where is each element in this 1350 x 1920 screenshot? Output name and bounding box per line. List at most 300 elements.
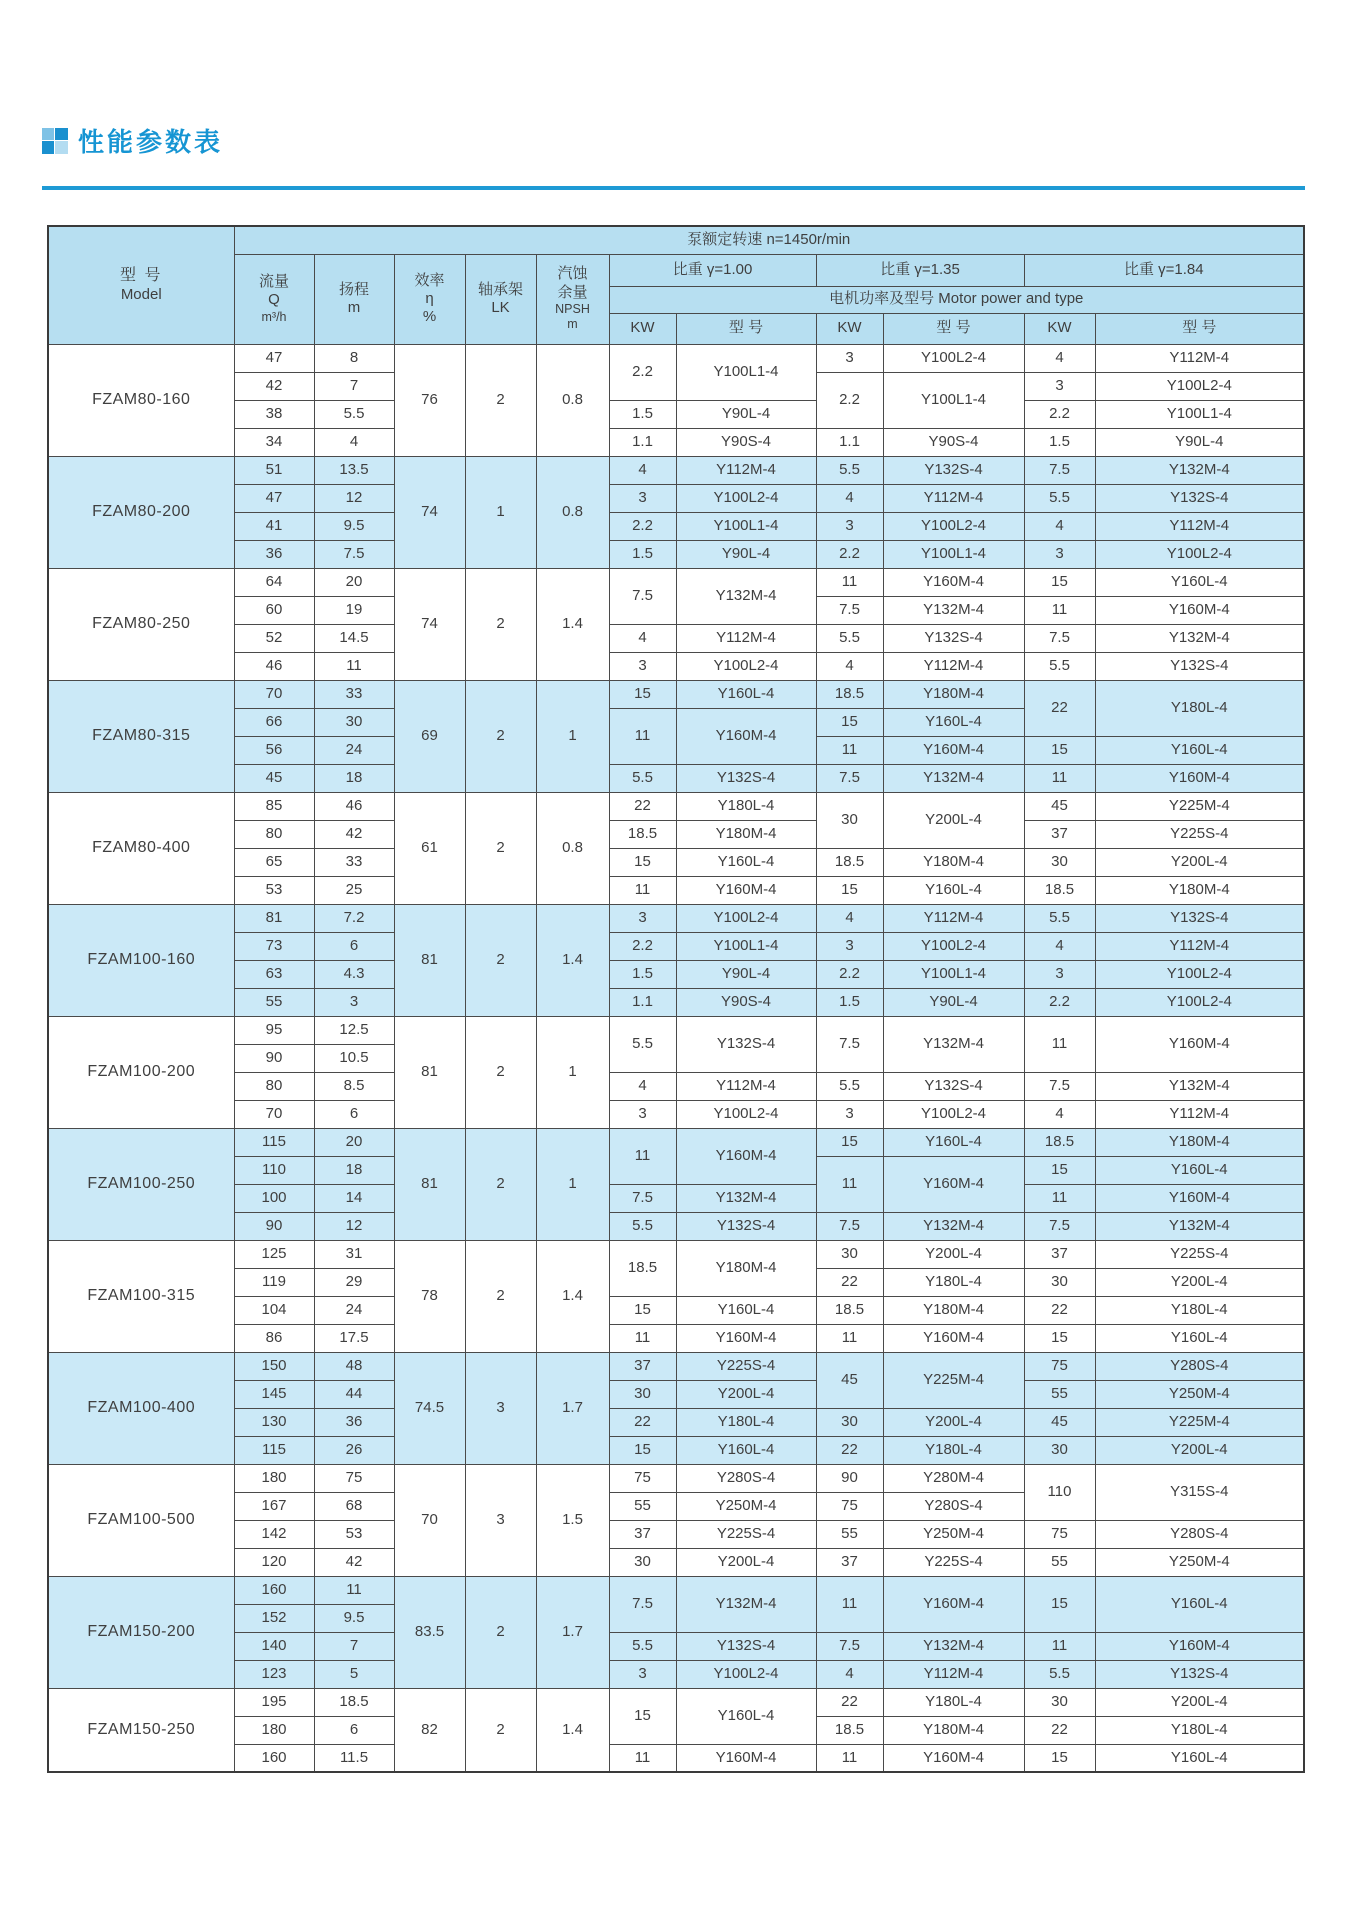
- motor-kw-cell: 1.5: [609, 540, 676, 568]
- head-cell: 11: [314, 652, 394, 680]
- motor-kw-cell: 3: [609, 652, 676, 680]
- flow-cell: 53: [234, 876, 314, 904]
- bearing-cell: 2: [465, 792, 536, 904]
- motor-kw-cell: 22: [609, 1408, 676, 1436]
- bearing-cell: 3: [465, 1464, 536, 1576]
- motor-type-cell: Y180M-4: [883, 848, 1024, 876]
- motor-kw-cell: 4: [1024, 344, 1095, 372]
- motor-type-cell: Y90L-4: [883, 988, 1024, 1016]
- motor-type-cell: Y112M-4: [883, 652, 1024, 680]
- motor-kw-cell: 3: [1024, 960, 1095, 988]
- motor-type-cell: Y160L-4: [1095, 1576, 1304, 1632]
- motor-type-cell: Y160M-4: [883, 1576, 1024, 1632]
- motor-type-cell: Y100L1-4: [883, 960, 1024, 988]
- head-cell: 48: [314, 1352, 394, 1380]
- motor-type-cell: Y200L-4: [676, 1380, 816, 1408]
- motor-type-cell: Y100L2-4: [883, 512, 1024, 540]
- motor-kw-cell: 45: [1024, 792, 1095, 820]
- motor-type-cell: Y160M-4: [1095, 1016, 1304, 1072]
- motor-kw-cell: 55: [609, 1492, 676, 1520]
- motor-kw-cell: 1.5: [1024, 428, 1095, 456]
- col-header-type-3: 型 号: [1095, 313, 1304, 344]
- motor-kw-cell: 3: [816, 932, 883, 960]
- motor-type-cell: Y200L-4: [1095, 1688, 1304, 1716]
- bearing-cell: 2: [465, 568, 536, 680]
- motor-type-cell: Y180L-4: [1095, 1716, 1304, 1744]
- motor-type-cell: Y180L-4: [883, 1268, 1024, 1296]
- col-header-kw-1: KW: [609, 313, 676, 344]
- motor-kw-cell: 3: [816, 1100, 883, 1128]
- motor-type-cell: Y160M-4: [676, 1128, 816, 1184]
- motor-type-cell: Y160M-4: [676, 708, 816, 764]
- motor-kw-cell: 5.5: [1024, 484, 1095, 512]
- flow-cell: 115: [234, 1436, 314, 1464]
- motor-kw-cell: 22: [816, 1268, 883, 1296]
- motor-type-cell: Y112M-4: [883, 1660, 1024, 1688]
- table-row: [48, 1744, 1304, 1772]
- motor-type-cell: Y180M-4: [883, 1296, 1024, 1324]
- motor-type-cell: Y132M-4: [1095, 456, 1304, 484]
- efficiency-cell: 76: [394, 344, 465, 456]
- motor-kw-cell: 11: [1024, 1632, 1095, 1660]
- head-cell: 14.5: [314, 624, 394, 652]
- motor-kw-cell: 15: [816, 708, 883, 736]
- motor-type-cell: Y90S-4: [676, 988, 816, 1016]
- motor-type-cell: Y180M-4: [883, 680, 1024, 708]
- motor-type-cell: Y100L2-4: [676, 1100, 816, 1128]
- motor-kw-cell: 75: [816, 1492, 883, 1520]
- head-cell: 7.5: [314, 540, 394, 568]
- flow-cell: 142: [234, 1520, 314, 1548]
- flow-cell: 80: [234, 1072, 314, 1100]
- flow-cell: 90: [234, 1044, 314, 1072]
- motor-kw-cell: 5.5: [816, 624, 883, 652]
- motor-kw-cell: 15: [609, 1436, 676, 1464]
- motor-type-cell: Y132S-4: [883, 624, 1024, 652]
- motor-type-cell: Y160M-4: [883, 736, 1024, 764]
- header-rated-speed: 泵额定转速 n=1450r/min: [234, 226, 1304, 254]
- efficiency-cell: 74: [394, 568, 465, 680]
- head-cell: 5.5: [314, 400, 394, 428]
- head-cell: 53: [314, 1520, 394, 1548]
- motor-kw-cell: 15: [1024, 1576, 1095, 1632]
- motor-type-cell: Y132S-4: [676, 764, 816, 792]
- head-cell: 18: [314, 764, 394, 792]
- motor-type-cell: Y200L-4: [883, 1408, 1024, 1436]
- motor-type-cell: Y132M-4: [676, 568, 816, 624]
- table-row: [48, 988, 1304, 1016]
- table-row: [48, 848, 1304, 876]
- motor-type-cell: Y112M-4: [1095, 1100, 1304, 1128]
- efficiency-cell: 74: [394, 456, 465, 568]
- motor-kw-cell: 18.5: [1024, 1128, 1095, 1156]
- motor-kw-cell: 15: [1024, 1324, 1095, 1352]
- motor-kw-cell: 3: [609, 904, 676, 932]
- head-cell: 36: [314, 1408, 394, 1436]
- motor-type-cell: Y112M-4: [1095, 512, 1304, 540]
- motor-type-cell: Y250M-4: [676, 1492, 816, 1520]
- motor-kw-cell: 3: [1024, 372, 1095, 400]
- model-cell: FZAM80-315: [48, 680, 234, 792]
- bearing-cell: 2: [465, 344, 536, 456]
- efficiency-cell: 83.5: [394, 1576, 465, 1688]
- motor-kw-cell: 4: [609, 624, 676, 652]
- motor-type-cell: Y225S-4: [1095, 820, 1304, 848]
- col-header-npsh: 汽蚀 余量 NPSH m: [536, 254, 609, 344]
- col-header-type-2: 型 号: [883, 313, 1024, 344]
- head-cell: 20: [314, 1128, 394, 1156]
- head-cell: 26: [314, 1436, 394, 1464]
- motor-type-cell: Y225M-4: [1095, 1408, 1304, 1436]
- flow-cell: 90: [234, 1212, 314, 1240]
- motor-type-cell: Y90S-4: [883, 428, 1024, 456]
- table-row: [48, 512, 1304, 540]
- npsh-cell: 1.4: [536, 568, 609, 680]
- model-cell: FZAM150-250: [48, 1688, 234, 1772]
- flow-cell: 115: [234, 1128, 314, 1156]
- motor-type-cell: Y180M-4: [676, 1240, 816, 1296]
- motor-kw-cell: 18.5: [816, 1296, 883, 1324]
- motor-type-cell: Y100L2-4: [676, 904, 816, 932]
- motor-kw-cell: 37: [609, 1352, 676, 1380]
- table-row: [48, 932, 1304, 960]
- motor-type-cell: Y100L2-4: [883, 344, 1024, 372]
- motor-kw-cell: 15: [1024, 568, 1095, 596]
- flow-cell: 152: [234, 1604, 314, 1632]
- motor-type-cell: Y200L-4: [883, 792, 1024, 848]
- motor-kw-cell: 75: [1024, 1520, 1095, 1548]
- motor-type-cell: Y280S-4: [883, 1492, 1024, 1520]
- table-row: [48, 1660, 1304, 1688]
- motor-type-cell: Y132S-4: [1095, 652, 1304, 680]
- motor-kw-cell: 7.5: [1024, 456, 1095, 484]
- motor-kw-cell: 3: [609, 1660, 676, 1688]
- head-cell: 44: [314, 1380, 394, 1408]
- head-cell: 4: [314, 428, 394, 456]
- head-cell: 12: [314, 484, 394, 512]
- motor-type-cell: Y160L-4: [676, 848, 816, 876]
- model-cell: FZAM100-315: [48, 1240, 234, 1352]
- motor-kw-cell: 11: [1024, 764, 1095, 792]
- motor-kw-cell: 30: [1024, 1688, 1095, 1716]
- motor-kw-cell: 18.5: [1024, 876, 1095, 904]
- col-header-efficiency: 效率 η %: [394, 254, 465, 344]
- motor-kw-cell: 45: [1024, 1408, 1095, 1436]
- table-row: [48, 876, 1304, 904]
- table-row: [48, 344, 1304, 372]
- motor-type-cell: Y90L-4: [676, 400, 816, 428]
- motor-kw-cell: 45: [816, 1352, 883, 1408]
- motor-type-cell: Y180M-4: [883, 1716, 1024, 1744]
- model-cell: FZAM100-160: [48, 904, 234, 1016]
- motor-type-cell: Y160L-4: [1095, 1744, 1304, 1772]
- motor-kw-cell: 11: [816, 1156, 883, 1212]
- table-row: [48, 484, 1304, 512]
- motor-type-cell: Y225M-4: [1095, 792, 1304, 820]
- motor-kw-cell: 22: [609, 792, 676, 820]
- motor-type-cell: Y112M-4: [883, 484, 1024, 512]
- table-row: [48, 1436, 1304, 1464]
- motor-type-cell: Y90L-4: [676, 960, 816, 988]
- head-cell: 19: [314, 596, 394, 624]
- motor-kw-cell: 5.5: [609, 1632, 676, 1660]
- motor-kw-cell: 37: [1024, 820, 1095, 848]
- table-row: [48, 1016, 1304, 1044]
- flow-cell: 36: [234, 540, 314, 568]
- bearing-cell: 2: [465, 904, 536, 1016]
- page-title: 性能参数表: [78, 127, 224, 157]
- flow-cell: 42: [234, 372, 314, 400]
- head-cell: 20: [314, 568, 394, 596]
- motor-type-cell: Y160L-4: [676, 1296, 816, 1324]
- motor-kw-cell: 15: [816, 876, 883, 904]
- motor-type-cell: Y280M-4: [883, 1464, 1024, 1492]
- flow-cell: 34: [234, 428, 314, 456]
- motor-kw-cell: 3: [1024, 540, 1095, 568]
- motor-type-cell: Y180L-4: [1095, 1296, 1304, 1324]
- section-title-row: [42, 122, 223, 159]
- motor-type-cell: Y112M-4: [883, 904, 1024, 932]
- motor-kw-cell: 15: [609, 848, 676, 876]
- motor-kw-cell: 11: [609, 708, 676, 764]
- motor-kw-cell: 30: [816, 1408, 883, 1436]
- model-cell: FZAM80-250: [48, 568, 234, 680]
- table-row: [48, 764, 1304, 792]
- model-cell: FZAM80-200: [48, 456, 234, 568]
- head-cell: 29: [314, 1268, 394, 1296]
- table-row: [48, 1380, 1304, 1408]
- motor-kw-cell: 5.5: [1024, 904, 1095, 932]
- motor-type-cell: Y132S-4: [1095, 904, 1304, 932]
- head-cell: 7.2: [314, 904, 394, 932]
- bearing-cell: 2: [465, 1576, 536, 1688]
- head-cell: 30: [314, 708, 394, 736]
- motor-type-cell: Y160M-4: [676, 1324, 816, 1352]
- motor-kw-cell: 4: [816, 904, 883, 932]
- model-cell: FZAM80-400: [48, 792, 234, 904]
- motor-kw-cell: 22: [816, 1688, 883, 1716]
- motor-type-cell: Y225S-4: [676, 1352, 816, 1380]
- flow-cell: 167: [234, 1492, 314, 1520]
- motor-kw-cell: 1.1: [816, 428, 883, 456]
- bearing-cell: 1: [465, 456, 536, 568]
- head-cell: 13.5: [314, 456, 394, 484]
- col-header-bearing: 轴承架 LK: [465, 254, 536, 344]
- head-cell: 10.5: [314, 1044, 394, 1072]
- flow-cell: 81: [234, 904, 314, 932]
- motor-type-cell: Y132S-4: [676, 1632, 816, 1660]
- motor-type-cell: Y132M-4: [1095, 624, 1304, 652]
- head-cell: 25: [314, 876, 394, 904]
- flow-cell: 55: [234, 988, 314, 1016]
- flow-cell: 100: [234, 1184, 314, 1212]
- table-row: [48, 568, 1304, 596]
- flow-cell: 86: [234, 1324, 314, 1352]
- motor-kw-cell: 22: [1024, 1716, 1095, 1744]
- motor-kw-cell: 22: [816, 1436, 883, 1464]
- flow-cell: 63: [234, 960, 314, 988]
- model-cell: FZAM150-200: [48, 1576, 234, 1688]
- motor-type-cell: Y132S-4: [1095, 1660, 1304, 1688]
- motor-kw-cell: 22: [1024, 1296, 1095, 1324]
- efficiency-cell: 69: [394, 680, 465, 792]
- motor-type-cell: Y100L2-4: [1095, 960, 1304, 988]
- head-cell: 17.5: [314, 1324, 394, 1352]
- col-header-flow: 流量 Q m³/h: [234, 254, 314, 344]
- motor-kw-cell: 75: [1024, 1352, 1095, 1380]
- table-header: [48, 226, 1304, 344]
- motor-type-cell: Y180L-4: [676, 1408, 816, 1436]
- title-squares-icon: [42, 128, 68, 154]
- model-cell: FZAM100-200: [48, 1016, 234, 1128]
- flow-cell: 95: [234, 1016, 314, 1044]
- motor-type-cell: Y200L-4: [883, 1240, 1024, 1268]
- motor-type-cell: Y160M-4: [1095, 1632, 1304, 1660]
- motor-type-cell: Y180L-4: [883, 1436, 1024, 1464]
- motor-kw-cell: 3: [816, 512, 883, 540]
- motor-kw-cell: 2.2: [609, 512, 676, 540]
- motor-kw-cell: 3: [609, 484, 676, 512]
- table-row: [48, 540, 1304, 568]
- motor-type-cell: Y200L-4: [1095, 848, 1304, 876]
- motor-type-cell: Y180M-4: [676, 820, 816, 848]
- flow-cell: 47: [234, 484, 314, 512]
- motor-type-cell: Y160L-4: [676, 680, 816, 708]
- motor-type-cell: Y100L1-4: [676, 344, 816, 400]
- table-row: [48, 1576, 1304, 1604]
- motor-kw-cell: 2.2: [609, 344, 676, 400]
- table-row: [48, 400, 1304, 428]
- npsh-cell: 0.8: [536, 456, 609, 568]
- motor-kw-cell: 18.5: [609, 1240, 676, 1296]
- table-row: [48, 1324, 1304, 1352]
- table-row: [48, 1212, 1304, 1240]
- head-cell: 46: [314, 792, 394, 820]
- table-row: [48, 1184, 1304, 1212]
- flow-cell: 125: [234, 1240, 314, 1268]
- col-header-kw-3: KW: [1024, 313, 1095, 344]
- motor-kw-cell: 7.5: [1024, 1212, 1095, 1240]
- motor-kw-cell: 15: [609, 1296, 676, 1324]
- motor-kw-cell: 18.5: [816, 848, 883, 876]
- table-row: [48, 1072, 1304, 1100]
- motor-kw-cell: 2.2: [816, 540, 883, 568]
- head-cell: 33: [314, 848, 394, 876]
- motor-type-cell: Y180L-4: [1095, 680, 1304, 736]
- motor-kw-cell: 90: [816, 1464, 883, 1492]
- motor-kw-cell: 2.2: [1024, 988, 1095, 1016]
- motor-kw-cell: 55: [816, 1520, 883, 1548]
- motor-type-cell: Y160M-4: [676, 1744, 816, 1772]
- motor-type-cell: Y160L-4: [1095, 568, 1304, 596]
- table-row: [48, 792, 1304, 820]
- header-motor-power: 电机功率及型号 Motor power and type: [609, 286, 1304, 313]
- motor-kw-cell: 1.5: [609, 400, 676, 428]
- motor-kw-cell: 4: [609, 1072, 676, 1100]
- motor-kw-cell: 4: [1024, 932, 1095, 960]
- flow-cell: 150: [234, 1352, 314, 1380]
- bearing-cell: 2: [465, 680, 536, 792]
- flow-cell: 110: [234, 1156, 314, 1184]
- motor-kw-cell: 15: [609, 680, 676, 708]
- motor-type-cell: Y200L-4: [1095, 1436, 1304, 1464]
- motor-kw-cell: 110: [1024, 1464, 1095, 1520]
- motor-type-cell: Y100L1-4: [1095, 400, 1304, 428]
- table-row: [48, 1464, 1304, 1492]
- header-gamma-100: 比重 γ=1.00: [609, 254, 816, 286]
- col-header-kw-2: KW: [816, 313, 883, 344]
- efficiency-cell: 82: [394, 1688, 465, 1772]
- motor-kw-cell: 11: [609, 1128, 676, 1184]
- flow-cell: 52: [234, 624, 314, 652]
- motor-type-cell: Y180L-4: [676, 792, 816, 820]
- motor-type-cell: Y160L-4: [1095, 736, 1304, 764]
- motor-kw-cell: 7.5: [609, 568, 676, 624]
- motor-kw-cell: 11: [816, 1744, 883, 1772]
- motor-kw-cell: 5.5: [1024, 652, 1095, 680]
- head-cell: 24: [314, 1296, 394, 1324]
- motor-kw-cell: 30: [609, 1380, 676, 1408]
- motor-type-cell: Y225M-4: [883, 1352, 1024, 1408]
- performance-table-wrap: [47, 225, 1305, 1773]
- motor-type-cell: Y160L-4: [883, 1128, 1024, 1156]
- header-gamma-135: 比重 γ=1.35: [816, 254, 1024, 286]
- motor-kw-cell: 2.2: [816, 960, 883, 988]
- motor-type-cell: Y100L1-4: [676, 512, 816, 540]
- npsh-cell: 1: [536, 680, 609, 792]
- table-row: [48, 624, 1304, 652]
- motor-type-cell: Y132M-4: [883, 1632, 1024, 1660]
- motor-kw-cell: 11: [609, 876, 676, 904]
- motor-kw-cell: 15: [1024, 1156, 1095, 1184]
- head-cell: 68: [314, 1492, 394, 1520]
- motor-type-cell: Y100L1-4: [883, 372, 1024, 428]
- flow-cell: 104: [234, 1296, 314, 1324]
- head-cell: 5: [314, 1660, 394, 1688]
- motor-kw-cell: 30: [609, 1548, 676, 1576]
- flow-cell: 145: [234, 1380, 314, 1408]
- motor-kw-cell: 7.5: [816, 1212, 883, 1240]
- motor-kw-cell: 7.5: [816, 1632, 883, 1660]
- motor-type-cell: Y160L-4: [676, 1688, 816, 1744]
- motor-type-cell: Y132S-4: [883, 456, 1024, 484]
- flow-cell: 195: [234, 1688, 314, 1716]
- motor-kw-cell: 7.5: [1024, 624, 1095, 652]
- motor-type-cell: Y100L2-4: [1095, 988, 1304, 1016]
- motor-kw-cell: 11: [1024, 596, 1095, 624]
- npsh-cell: 1.7: [536, 1576, 609, 1688]
- motor-kw-cell: 2.2: [816, 372, 883, 428]
- motor-kw-cell: 15: [1024, 1744, 1095, 1772]
- motor-type-cell: Y132S-4: [1095, 484, 1304, 512]
- motor-type-cell: Y100L2-4: [1095, 372, 1304, 400]
- motor-kw-cell: 3: [609, 1100, 676, 1128]
- head-cell: 42: [314, 820, 394, 848]
- motor-kw-cell: 75: [609, 1464, 676, 1492]
- head-cell: 18: [314, 1156, 394, 1184]
- motor-type-cell: Y160M-4: [883, 1324, 1024, 1352]
- motor-kw-cell: 7.5: [609, 1184, 676, 1212]
- head-cell: 7: [314, 1632, 394, 1660]
- head-cell: 9.5: [314, 512, 394, 540]
- motor-kw-cell: 7.5: [816, 1016, 883, 1072]
- flow-cell: 180: [234, 1464, 314, 1492]
- motor-kw-cell: 30: [1024, 1268, 1095, 1296]
- motor-kw-cell: 11: [816, 1576, 883, 1632]
- motor-type-cell: Y160L-4: [676, 1436, 816, 1464]
- motor-type-cell: Y100L2-4: [676, 1660, 816, 1688]
- motor-kw-cell: 1.1: [609, 988, 676, 1016]
